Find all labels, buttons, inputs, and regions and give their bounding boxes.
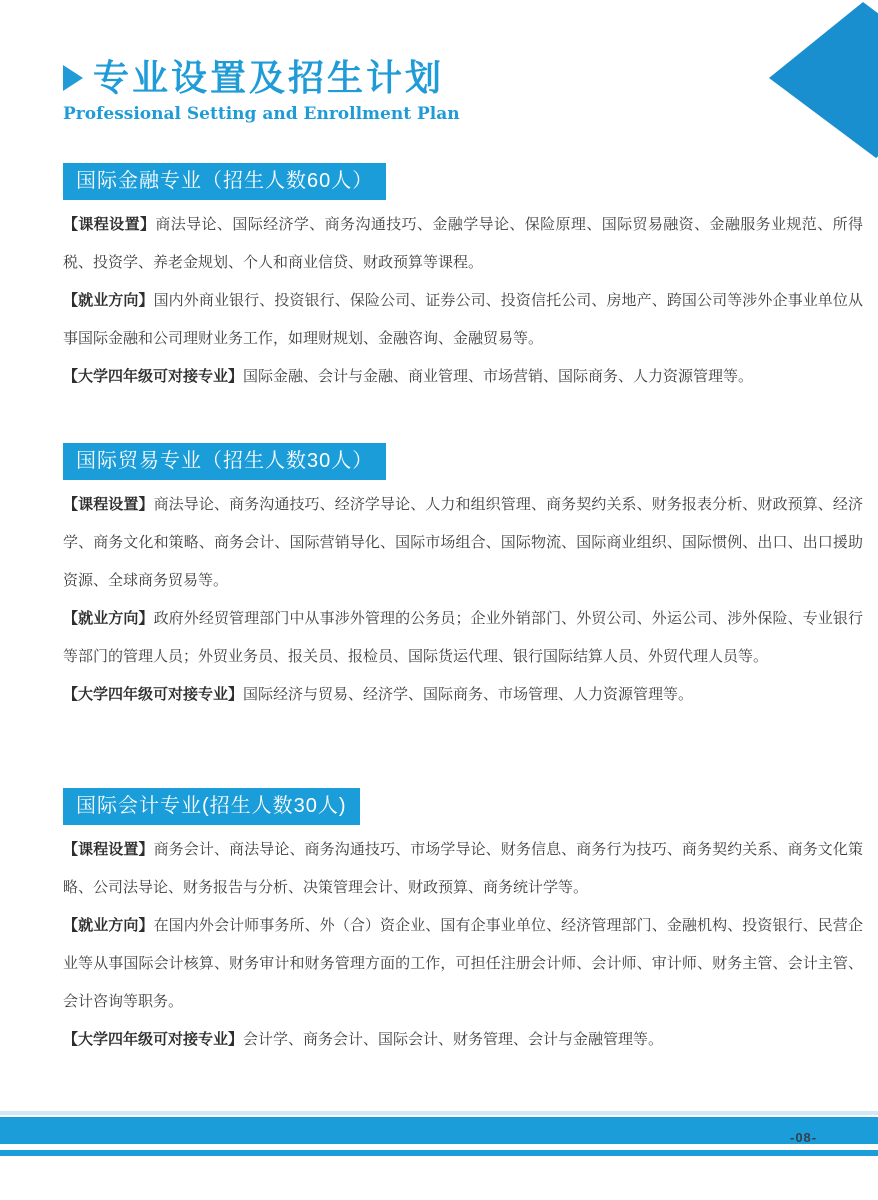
paragraph-courses: 【课程设置】商务会计、商法导论、商务沟通技巧、市场学导论、财务信息、商务行为技巧、商务契约关系、商务文化策略、公司法导论、财务报告与分析、决策管理会计、财政预算、商务统计学等。 bbox=[63, 841, 863, 896]
play-triangle-icon bbox=[63, 65, 83, 91]
paragraph-careers: 【就业方向】政府外经贸管理部门中从事涉外管理的公务员；企业外销部门、外贸公司、外运公司、涉外保险、专业银行等部门的管理人员；外贸业务员、报关员、报检员、国际货运代理、银行国际结算人员、外贸代理人员等。 bbox=[63, 610, 863, 665]
corner-diamond-decoration bbox=[760, 0, 878, 165]
page-number: -08- bbox=[790, 1130, 818, 1145]
paragraph-degree-links: 【大学四年级可对接专业】会计学、商务会计、国际会计、财务管理、会计与金融管理等。 bbox=[63, 1031, 664, 1048]
paragraph-courses: 【课程设置】商法导论、国际经济学、商务沟通技巧、金融学导论、保险原理、国际贸易融资、金融服务业规范、所得税、投资学、养老金规划、个人和商业信贷、财政预算等课程。 bbox=[63, 216, 863, 271]
page-subtitle: Professional Setting and Enrollment Plan bbox=[63, 104, 460, 124]
footer-wide-bar bbox=[0, 1117, 878, 1144]
page-header bbox=[63, 57, 460, 124]
section-body-international-finance bbox=[63, 206, 863, 396]
paragraph-degree-links: 【大学四年级可对接专业】国际金融、会计与金融、商业管理、市场营销、国际商务、人力资源管理等。 bbox=[63, 368, 754, 385]
section-body-international-accounting bbox=[63, 831, 863, 1059]
footer-light-stripe bbox=[0, 1111, 878, 1115]
paragraph-degree-links: 【大学四年级可对接专业】国际经济与贸易、经济学、国际商务、市场管理、人力资源管理等。 bbox=[63, 686, 694, 703]
paragraph-careers: 【就业方向】国内外商业银行、投资银行、保险公司、证券公司、投资信托公司、房地产、跨国公司等涉外企事业单位从事国际金融和公司理财业务工作，如理财规划、金融咨询、金融贸易等。 bbox=[63, 292, 863, 347]
section-title-international-finance: 国际金融专业（招生人数60人） bbox=[63, 163, 386, 200]
footer-thin-bar bbox=[0, 1150, 878, 1156]
section-title-international-accounting: 国际会计专业(招生人数30人) bbox=[63, 788, 360, 825]
section-title-international-trade: 国际贸易专业（招生人数30人） bbox=[63, 443, 386, 480]
paragraph-courses: 【课程设置】商法导论、商务沟通技巧、经济学导论、人力和组织管理、商务契约关系、财务报表分析、财政预算、经济学、商务文化和策略、商务会计、国际营销导化、国际市场组合、国际物流、国际商业组织、国际惯例、出口、出口援助资源、全球商务贸易等。 bbox=[63, 496, 863, 589]
page-title: 专业设置及招生计划 bbox=[93, 57, 445, 99]
section-body-international-trade bbox=[63, 486, 863, 714]
paragraph-careers: 【就业方向】在国内外会计师事务所、外（合）资企业、国有企事业单位、经济管理部门、金融机构、投资银行、民营企业等从事国际会计核算、财务审计和财务管理方面的工作，可担任注册会计师、会计师、审计师、财务主管、会计主管、会计咨询等职务。 bbox=[63, 917, 863, 1010]
